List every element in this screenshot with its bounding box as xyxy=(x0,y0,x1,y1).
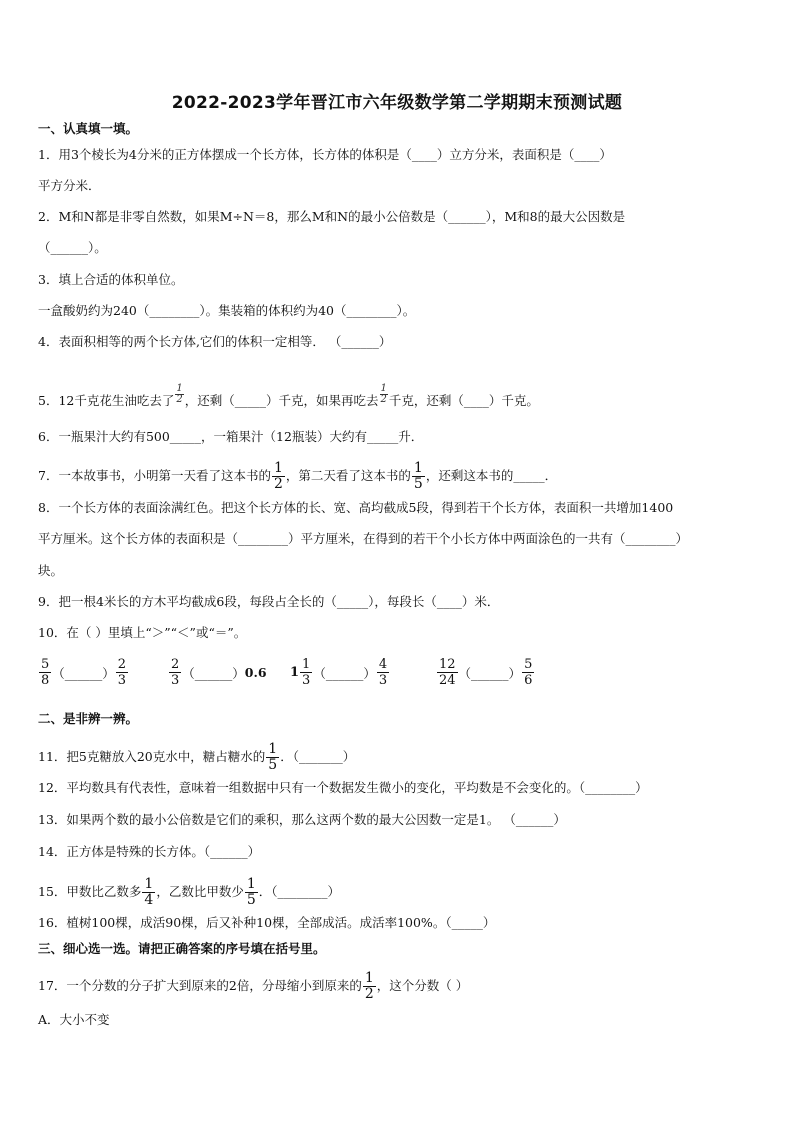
question-3-line-2: 一盒酸奶约为240（________）。集装箱的体积约为40（________）。 xyxy=(38,303,416,318)
q7-frac2-den: 5 xyxy=(413,476,423,492)
q5-frac2-den: 2 xyxy=(380,394,387,405)
q11-text-a: 11．把5克糖放入20克水中，糖占糖水的 xyxy=(38,749,266,764)
compare-3-left-fraction xyxy=(300,657,312,688)
compare-2-left-num: 2 xyxy=(171,657,180,672)
q5-text-b: ，还剩（_____）千克，如果再吃去 xyxy=(184,393,379,408)
q17-frac-num: 1 xyxy=(364,970,374,986)
compare-1-blank: （______） xyxy=(52,665,115,681)
section-heading-2: 二、是非辨一辨。 xyxy=(38,711,139,726)
q5-frac1-den: 2 xyxy=(176,394,183,405)
compare-2-right-value: 0.6 xyxy=(244,665,267,680)
q7-fraction-1 xyxy=(272,461,285,492)
q11-fraction xyxy=(266,742,279,773)
q7-fraction-2 xyxy=(412,461,425,492)
compare-4-left-den: 24 xyxy=(439,673,456,688)
compare-4-right-num: 5 xyxy=(524,657,533,672)
compare-item-1 xyxy=(38,657,129,688)
compare-1-left-fraction xyxy=(39,657,51,688)
question-15 xyxy=(38,877,340,908)
q15-frac1-den: 4 xyxy=(144,892,154,908)
q7-text-c: ，还剩这本书的_____． xyxy=(425,468,558,483)
q5-text-a: 5．12千克花生油吃去了 xyxy=(38,393,175,408)
q15-fraction-1 xyxy=(142,877,155,908)
q17-fraction xyxy=(363,971,376,1002)
q15-text-c: ．（________） xyxy=(258,884,341,899)
q11-frac-num: 1 xyxy=(268,741,278,757)
q5-frac2-num: 1 xyxy=(380,383,387,394)
question-8-line-1: 8．一个长方体的表面涂满红色。把这个长方体的长、宽、高均截成5段，得到若干个长方体，表面积一共增加1400 xyxy=(38,500,674,515)
q15-fraction-2 xyxy=(245,877,258,908)
question-3-line-1: 3．填上合适的体积单位。 xyxy=(38,272,184,287)
q15-frac2-den: 5 xyxy=(246,892,256,908)
question-13: 13．如果两个数的最小公倍数是它们的乘积，那么这两个数的最大公因数一定是1。 （______） xyxy=(38,812,566,827)
q7-text-b: ，第二天看了这本书的 xyxy=(285,468,411,483)
compare-4-left-fraction xyxy=(437,657,458,688)
q17-text-b: ，这个分数（ ） xyxy=(376,978,469,993)
compare-2-left-den: 3 xyxy=(171,673,180,688)
q5-fraction-1 xyxy=(175,384,183,405)
compare-3-right-den: 3 xyxy=(378,673,388,688)
compare-4-left-num: 12 xyxy=(439,657,456,672)
question-17-option-a: A．大小不变 xyxy=(38,1012,110,1027)
compare-2-blank: （______） xyxy=(182,665,245,681)
question-17 xyxy=(38,971,468,1002)
q5-text-c: 千克，还剩（____）千克。 xyxy=(388,393,539,408)
question-7 xyxy=(38,461,557,492)
question-9: 9．把一根4米长的方木平均截成6段，每段占全长的（_____），每段长（____）米． xyxy=(38,594,500,609)
question-14: 14．正方体是特殊的长方体。（______） xyxy=(38,844,261,859)
compare-3-left-num: 1 xyxy=(302,657,311,672)
q17-frac-den: 2 xyxy=(364,986,374,1002)
question-2-line-1: 2．M和N都是非零自然数，如果M÷N＝8，那么M和N的最小公倍数是（______），M和8的最大公因数是 xyxy=(38,209,626,224)
compare-1-left-den: 8 xyxy=(41,673,50,688)
question-11 xyxy=(38,742,355,773)
q7-frac2-num: 1 xyxy=(413,460,423,476)
section-heading-1: 一、认真填一填。 xyxy=(38,121,139,136)
compare-2-left-fraction xyxy=(169,657,181,688)
question-10: 10．在（ ）里填上“＞”“＜”或“＝”。 xyxy=(38,625,247,640)
q7-frac1-den: 2 xyxy=(273,476,283,492)
q15-frac2-num: 1 xyxy=(246,876,256,892)
compare-item-3 xyxy=(290,657,390,688)
q7-text-a: 7．一本故事书，小明第一天看了这本书的 xyxy=(38,468,271,483)
question-1-line-1: 1．用3个棱长为4分米的正方体摆成一个长方体，长方体的体积是（____）立方分米，表面积是（____） xyxy=(38,147,612,162)
compare-1-left-num: 5 xyxy=(41,657,50,672)
compare-1-right-num: 2 xyxy=(117,657,127,672)
q11-frac-den: 5 xyxy=(268,757,278,773)
question-5 xyxy=(38,383,539,419)
q5-frac1-num: 1 xyxy=(176,383,183,394)
question-8-line-3: 块。 xyxy=(38,563,64,578)
compare-item-2 xyxy=(168,657,267,688)
question-2-line-2: （______）。 xyxy=(38,240,107,255)
section-heading-3: 三、细心选一选。请把正确答案的序号填在括号里。 xyxy=(38,941,326,956)
compare-4-right-fraction xyxy=(522,657,534,688)
question-12: 12．平均数具有代表性，意味着一组数据中只有一个数据发生微小的变化，平均数是不会变化的。（________） xyxy=(38,780,648,795)
q11-text-b: ．（_______） xyxy=(280,749,356,764)
compare-4-right-den: 6 xyxy=(524,673,533,688)
q17-text-a: 17．一个分数的分子扩大到原来的2倍，分母缩小到原来的 xyxy=(38,978,362,993)
compare-item-4 xyxy=(436,657,535,688)
q5-fraction-2 xyxy=(380,384,388,405)
page-title: 2022-2023学年晋江市六年级数学第二学期期末预测试题 xyxy=(171,93,623,113)
compare-3-right-fraction xyxy=(377,657,389,688)
compare-1-right-den: 3 xyxy=(117,673,127,688)
question-1-line-2: 平方分米． xyxy=(38,178,101,193)
compare-3-left-whole: 1 xyxy=(290,665,300,680)
question-4: 4．表面积相等的两个长方体,它们的体积一定相等． （______） xyxy=(38,334,392,349)
compare-3-left-den: 3 xyxy=(302,673,311,688)
q15-frac1-num: 1 xyxy=(144,876,154,892)
compare-3-right-num: 4 xyxy=(378,657,388,672)
question-8-line-2: 平方厘米。这个长方体的表面积是（________）平方厘米，在得到的若干个小长方体中两面涂色的一共有（________） xyxy=(38,531,689,546)
q15-text-a: 15．甲数比乙数多 xyxy=(38,884,142,899)
q15-text-b: ，乙数比甲数少 xyxy=(156,884,244,899)
compare-1-right-fraction xyxy=(116,657,128,688)
question-6: 6．一瓶果汁大约有500_____，一箱果汁（12瓶装）大约有_____升． xyxy=(38,429,424,444)
compare-4-blank: （______） xyxy=(458,665,522,681)
compare-3-blank: （______） xyxy=(313,665,376,681)
q7-frac1-num: 1 xyxy=(273,460,283,476)
question-16: 16．植树100棵，成活90棵，后又补种10棵，全部成活。成活率100%。（_____） xyxy=(38,915,496,930)
